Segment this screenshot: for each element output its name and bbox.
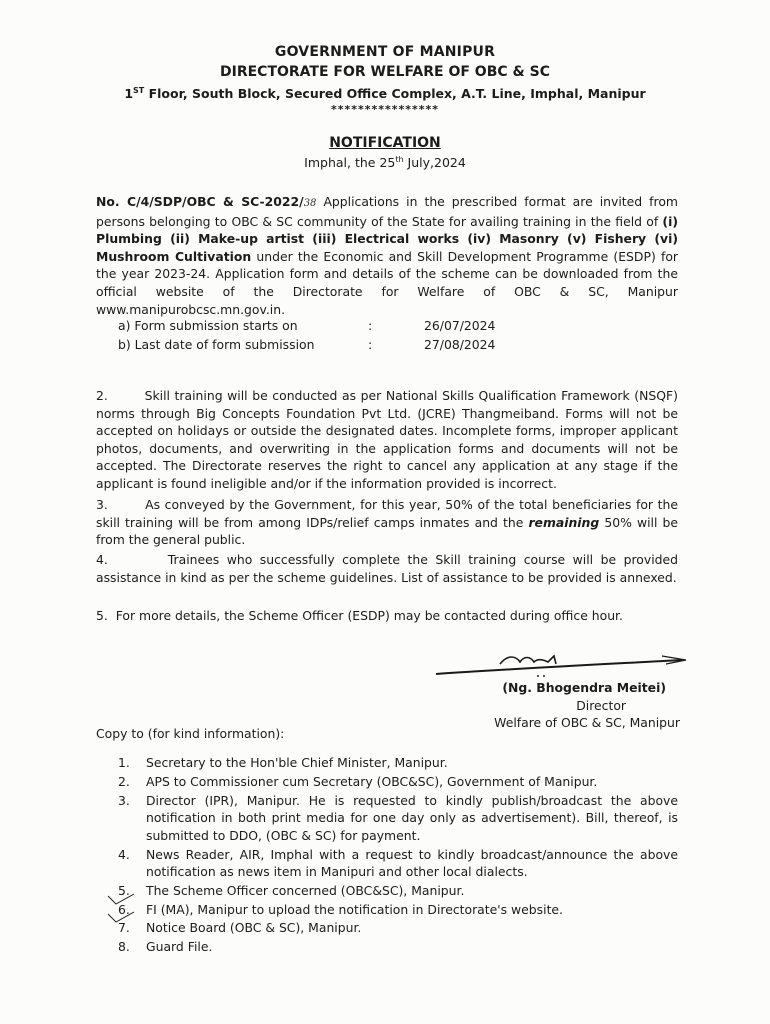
list-item (118, 919, 678, 937)
list-text: Notice Board (OBC & SC), Manipur. (146, 920, 362, 936)
notification-title: NOTIFICATION (329, 135, 441, 151)
signature-mark (430, 640, 690, 680)
paragraph-2: 2. Skill training will be conducted as per National Skills Qualification Framework (NSQF) norms through Big Concepts Foundation Pvt Ltd. (JCRE) Thangmeiband. Forms will not be accepted on holidays or outside the designated dates. Incomplete forms, improper applicant photos, documents, and overwriting in the application forms and documents will not be accepted. The Directorate reserves the right to cancel any application at any stage if the applicant is found ineligible and/or if the information provided is incorrect. (96, 388, 682, 491)
signatory-designation: Director (576, 697, 626, 713)
list-text: News Reader, AIR, Imphal with a request to kindly broadcast/announce the above notification as news item in Manipuri and other local dialects. (146, 846, 678, 880)
list-number: 1. (118, 755, 130, 770)
list-item (118, 901, 678, 919)
list-item (118, 846, 678, 881)
address-text: Floor, South Block, Secured Office Complex, A.T. Line, Imphal, Manipur (144, 86, 646, 102)
date-label: a) Form submission starts on (118, 318, 298, 333)
list-number: 8. (118, 939, 130, 955)
place-date-sup: th (395, 155, 404, 164)
handwritten-number: 38 (303, 198, 317, 209)
date-value: 26/07/2024 (424, 318, 496, 333)
list-text: Director (IPR), Manipur. He is requested to kindly publish/broadcast the above notification in both print media for one day only as advertisement). Bill, thereof, is submitted to DDO, (OBC & SC) for payment. (146, 792, 678, 843)
list-number: 5. (118, 882, 130, 898)
date-row (118, 335, 495, 354)
government-heading: GOVERNMENT OF MANIPUR (274, 44, 496, 60)
paragraph-5: 5. For more details, the Scheme Officer (ESDP) may be contacted during office hour. (96, 608, 623, 623)
address-line (0, 86, 770, 101)
list-number: 3. (118, 792, 130, 808)
signatory-name: (Ng. Bhogendra Meitei) (502, 680, 666, 695)
place-date-prefix: Imphal, the 25 (304, 155, 396, 171)
dates-list (118, 316, 495, 354)
check-mark-icon (106, 910, 136, 924)
paragraph-4: 4. Trainees who successfully complete the Skill training course will be provided assistance in kind as per the scheme guidelines. List of assistance to be provided is annexed. (96, 552, 682, 585)
paragraph-3-text-a: 3. As conveyed by the Government, for this year, 50% of the total beneficiaries for the skill training will be from among IDPs/relief camps inmates and the (96, 497, 682, 530)
list-number: 7. (118, 920, 130, 936)
signatory-block (480, 679, 680, 732)
place-date (0, 155, 770, 170)
list-item (118, 882, 678, 900)
copy-to-heading: Copy to (for kind information): (96, 726, 285, 741)
paragraph-3-text-b: 50% will be from the general public. (96, 514, 682, 548)
date-separator: : (368, 318, 373, 333)
list-number: 4. (118, 846, 130, 862)
list-item (118, 773, 678, 791)
copy-list (118, 754, 678, 957)
directorate-heading: DIRECTORATE FOR WELFARE OF OBC & SC (220, 64, 550, 80)
paragraph-1-text-b: under the Economic and Skill Development Programme (ESDP) for the year 2023-24. Application form and details of the scheme can be downloaded from the official website of the Directorate for Welfare of OBC & SC, Manipur (96, 248, 678, 299)
list-item (118, 792, 678, 845)
list-text: The Scheme Officer concerned (OBC&SC), Manipur. (146, 882, 465, 898)
website-link[interactable]: www.manipurobcsc.mn.gov.in (96, 301, 282, 317)
date-value: 27/08/2024 (424, 337, 496, 352)
list-item (118, 938, 678, 956)
date-separator: : (368, 337, 373, 352)
paragraph-1-end: . (281, 301, 286, 317)
place-date-suffix: July,2024 (403, 155, 466, 171)
list-item (118, 754, 678, 772)
paragraph-3 (96, 496, 682, 549)
list-text: Secretary to the Hon'ble Chief Minister, Manipur. (146, 755, 448, 770)
date-row (118, 316, 495, 335)
paragraph-1 (96, 193, 678, 318)
signatory-office: Welfare of OBC & SC, Manipur (494, 715, 680, 730)
address-floor-number: 1 (124, 86, 134, 102)
list-number: 2. (118, 773, 130, 789)
check-mark-icon (106, 892, 136, 906)
trade-list: (i) Plumbing (ii) Make-up artist (iii) Electrical works (iv) Masonry (v) Fishery (vi) Mushroom Cultivation (96, 213, 678, 264)
list-number: 6. (118, 901, 130, 917)
list-text: FI (MA), Manipur to upload the notification in Directorate's website. (146, 901, 563, 917)
star-divider: **************** (330, 103, 440, 116)
paragraph-1-text-a: Applications in the prescribed format are invited from persons belonging to OBC & SC community of the State for availing training in the field of (96, 194, 678, 229)
emphasis-remaining: remaining (528, 514, 600, 530)
date-label: b) Last date of form submission (118, 337, 315, 352)
list-text: APS to Commissioner cum Secretary (OBC&SC), Government of Manipur. (146, 773, 598, 789)
address-floor-suffix: ST (133, 86, 145, 95)
reference-number: No. C/4/SDP/OBC & SC-2022/ (96, 194, 304, 209)
list-text: Guard File. (146, 939, 213, 955)
